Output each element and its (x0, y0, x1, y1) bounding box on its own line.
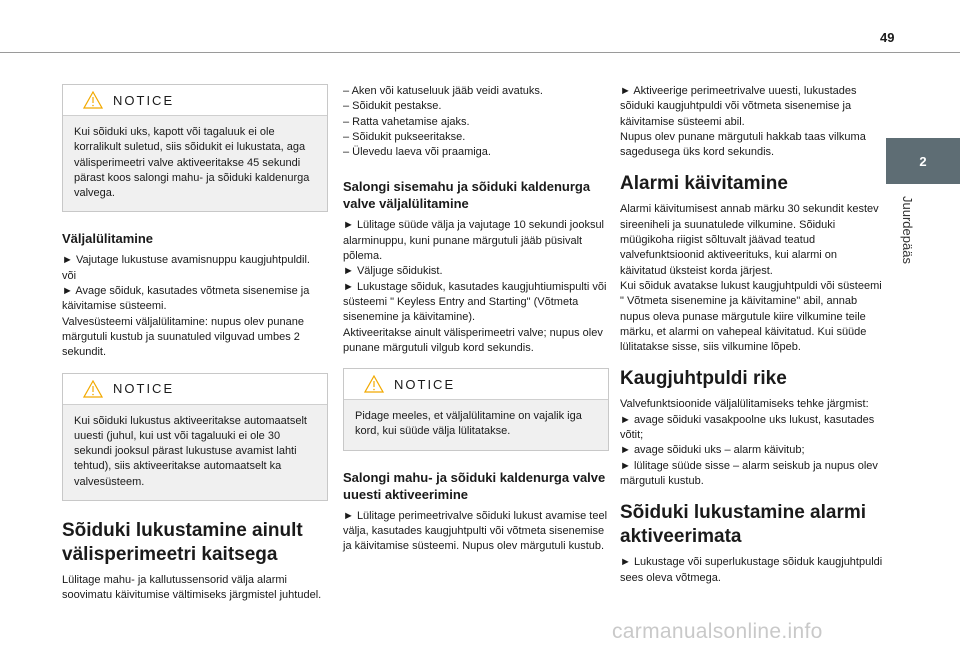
paragraph: ► Vajutage lukustuse avamisnuppu kaugjuhtpuldil. (62, 254, 310, 267)
section-heading: Sõiduki lukustamine alarmi aktiveerimata (620, 502, 867, 548)
paragraph: Kui sõiduk avatakse lukust kaugjuhtpuldi või süsteemi " Võtmeta sisenemine ja käivitamine" abil, annab nupus oleva punase märgutule kiire vilkumine teile märku, et alarmi on vahepeal käivitatud. Kui süüde lülitatakse sisse, siis vilkumine lõpeb. (620, 279, 882, 354)
paragraph: Valvefunktsioonide väljalülitamiseks tehke järgmist: (620, 398, 869, 411)
section-label: Juurdepääs (900, 196, 915, 264)
warning-icon (83, 91, 103, 109)
paragraph: ► Lülitage perimeetrivalve sõiduki lukust avamise teel välja, kasutades kaugjuhtpulti või võtmeta sisenemise ja käivitamise süsteemi. Nupus olev märgutuli kustub. (343, 509, 608, 553)
paragraph: ► avage sõiduki uks – alarm käivitub; (620, 444, 805, 457)
notice-box (343, 368, 609, 451)
section-heading: Alarmi käivitamine (620, 173, 788, 195)
notice-text: Kui sõiduki uks, kapott või tagaluuk ei ole korralikult suletud, siis sõidukit ei lukustata, aga välisperimeetri valve aktiveeritakse 45 sekundi pärast koos salongi mahu- ja sõiduki kaldenurga valvega. (74, 126, 310, 200)
paragraph: ► Aktiveerige perimeetrivalve uuesti, lukustades sõiduki kaugjuhtpuldi või võtmeta sisenemise ja käivitamise süsteemi abil. (620, 85, 857, 128)
paragraph: ► Väljuge sõidukist. (343, 265, 443, 278)
paragraph: ► Avage sõiduk, kasutades võtmeta sisenemise ja käivitamise süsteemi. (62, 285, 310, 313)
list-item: – Sõidukit pestakse. (343, 100, 442, 113)
paragraph: ► Lukustage sõiduk, kasutades kaugjuhtiumispulti või süsteemi " Keyless Entry and Starting" (Võtmeta sisenemine ja käivitamine). (343, 280, 607, 324)
notice-text: Kui sõiduki lukustus aktiveeritakse automaatselt uuesti (juhul, kui ust või tagaluuki ei ole 30 sekundi jooksul pärast lukustuse avamist lahti tehtud), siis aktiveeritakse automaatselt ka valvesüsteem. (74, 414, 307, 488)
paragraph: Alarmi käivitumisest annab märku 30 sekundit kestev sireeniheli ja suunatulede vilkumine. Sõiduki müügikoha riigist sõltuvalt jäävad teatud valvefunktsioonid aktiveerituks, kui alarmi on käivitatud üksteist korda järjest. (620, 203, 879, 277)
watermark: carmanualsonline.info (612, 620, 823, 643)
list-item: – Ülevedu laeva või praamiga. (343, 146, 491, 159)
notice-title: NOTICE (113, 92, 175, 108)
list-item: – Aken või katuseluuk jääb veidi avatuks. (343, 85, 543, 97)
paragraph: Valvesüsteemi väljalülitamine: nupus olev punane märgutuli kustub ja suunatuled vilguvad umbes 2 sekundit. (62, 315, 304, 359)
page-number: 49 (880, 30, 895, 45)
section-heading: Salongi sisemahu ja sõiduki kaldenurga valve väljalülitamine (343, 179, 591, 212)
notice-text: Pidage meeles, et väljalülitamine on vajalik iga kord, kui süüde välja lülitatakse. (355, 410, 582, 438)
paragraph: Nupus olev punane märgutuli hakkab taas vilkuma sagedusega üks kord sekundis. (620, 130, 866, 159)
section-heading: Väljalülitamine (62, 231, 154, 247)
notice-box (62, 373, 328, 501)
section-heading: Sõiduki lukustamine ainult välisperimeetri kaitsega (62, 520, 303, 566)
warning-icon (83, 380, 103, 398)
notice-title: NOTICE (113, 381, 175, 397)
paragraph: ► Lukustage või superlukustage sõiduk kaugjuhtpuldi sees oleva võtmega. (620, 556, 883, 584)
paragraph: Lülitage mahu- ja kallutussensorid välja alarmi soovimatu käivitumise vältimiseks järgmistel juhtudel. (62, 574, 322, 602)
header-rule (0, 52, 960, 53)
list-item: – Ratta vahetamise ajaks. (343, 115, 470, 128)
section-heading: Kaugjuhtpuldi rike (620, 368, 787, 390)
warning-icon (364, 375, 384, 393)
paragraph: ► Lülitage süüde välja ja vajutage 10 sekundi jooksul alarminuppu, kuni punane märgutuli jääb püsivalt põlema. (343, 219, 605, 263)
paragraph: või (62, 269, 77, 282)
column-2 (343, 84, 609, 555)
column-3 (620, 84, 886, 586)
section-heading: Salongi mahu- ja sõiduki kaldenurga valve uuesti aktiveerimine (343, 469, 606, 502)
column-1 (62, 84, 328, 604)
paragraph: Aktiveeritakse ainult välisperimeetri valve; nupus olev punane märgutuli vilgub kord sekundis. (343, 326, 603, 354)
list-item: – Sõidukit pukseeritakse. (343, 130, 466, 143)
section-tab: 2 (886, 138, 960, 184)
notice-box (62, 84, 328, 212)
paragraph: ► lülitage süüde sisse – alarm seiskub ja nupus olev märgutuli kustub. (620, 459, 878, 487)
notice-title: NOTICE (394, 376, 456, 392)
paragraph: ► avage sõiduki vasakpoolne uks lukust, kasutades võtit; (620, 413, 875, 442)
